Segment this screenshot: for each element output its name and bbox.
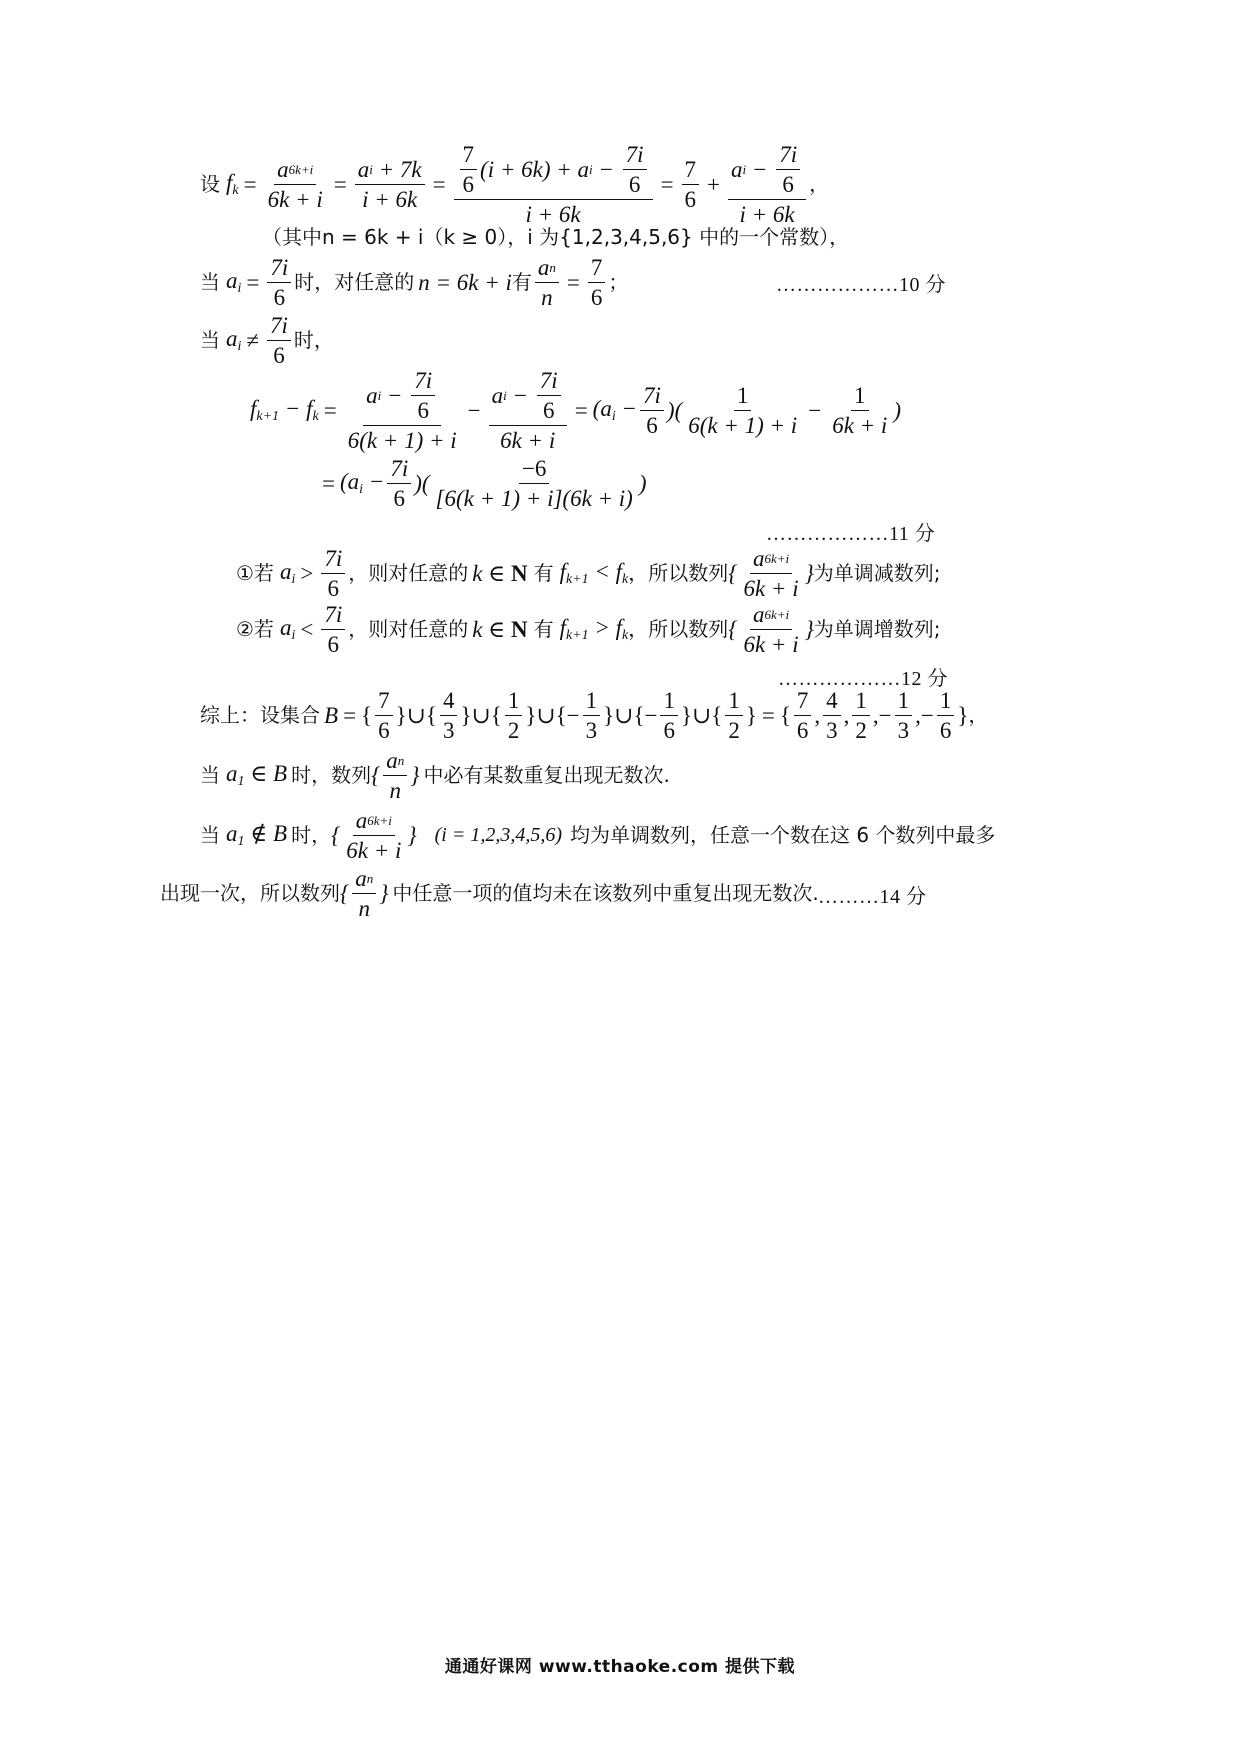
fraction: $\frac{7}{6}$ (i + 6k) + a i − $\frac{7i}{6}$ i + 6k	[454, 143, 653, 226]
score-11: ………………11 分	[766, 523, 936, 545]
fraction: a i − $\frac{7i}{6}$ i + 6k	[728, 143, 806, 226]
formula-fk-definition: 设 $f_k$ = a 6k+i 6k + i = a i + 7k i + 6k = $\frac{7}{6}$ (i + 6k) + a i − $\frac{7i}{6}$ i + 6k = $\frac{7}{6}$ + a i − $\frac{7i}{6}$ i + 6k ，	[200, 141, 830, 227]
case-a1-in-b: 当 $a_1$ ∈ B 时，数列 { a n n } 中必有某数重复出现无数次.	[200, 747, 670, 803]
footer-text: 通通好课网 www.tthaoke.com 提供下载	[444, 1657, 796, 1677]
formula-difference-simplified: = ($a_i$ − $\frac{7i}{6}$ )( $\frac{-6}{[6(k + 1) + i](6k + i)}$ )	[322, 455, 647, 511]
case-1-decreasing: ①若 $a_i$ > $\frac{7i}{6}$ ，则对任意的 k ∈ N 有 $f_{k+1} < f_k$ ，所以数列 { a 6k+i 6k + i } 为单调减数列;	[236, 545, 941, 601]
score-12: ………………12 分	[778, 668, 948, 690]
formula-difference: $f_{k+1} - f_k$ = a i − $\frac{7i}{6}$ 6(k + 1) + i − a i − $\frac{7i}{6}$ 6k + i = ($a_i$ − $\frac{7i}{6}$ )( $\frac{1}{6(k + 1) + i}$ − $\frac{1}{6k + i}$ )	[250, 367, 901, 453]
note-n-definition: （其中n = 6k + i（k ≥ 0），i 为{1,2,3,4,5,6} 中的一个常数），	[262, 225, 850, 249]
case-a1-not-in-b: 当 $a_1$ ∉ B 时， { a 6k+i 6k + i } (i = 1,2,3,4,5,6) 均为单调数列，任意一个数在这 6 个数列中最多	[200, 807, 996, 863]
score-10: ………………10 分	[776, 274, 946, 296]
score-14: ………14 分	[818, 886, 927, 908]
fraction: a 6k+i 6k + i	[267, 156, 323, 212]
summary-set-b: 综上：设集合 B = { $\frac{7}{6}$ }∪{ $\frac{4}{3}$ }∪{ $\frac{1}{2}$ }∪{− $\frac{1}{3}$ }∪{− $\frac{1}{6}$ }∪{ $\frac{1}{2}$ } = { $\frac{7}{6}$ , $\frac{4}{3}$ , $\frac{1}{2}$ ,− $\frac{1}{3}$ ,− $\frac{1}{6}$ } ，	[200, 687, 989, 743]
conclusion: 出现一次，所以数列 { a n n } 中任意一项的值均未在该数列中重复出现无数次.	[160, 865, 819, 921]
case-ai-equals: 当 $a_i$ = $\frac{7i}{6}$ 时，对任意的 n = 6k + i 有 a n n = $\frac{7}{6}$ ；	[200, 254, 629, 310]
fraction: a i + 7k i + 6k	[355, 158, 425, 211]
fraction: $\frac{7}{6}$	[682, 158, 700, 211]
case-2-increasing: ②若 $a_i$ < $\frac{7i}{6}$ ，则对任意的 k ∈ N 有 $f_{k+1} > f_k$ ，所以数列 { a 6k+i 6k + i } 为单调增数列;	[236, 601, 941, 657]
case-ai-not-equal: 当 $a_i$ ≠ $\frac{7i}{6}$ 时，	[200, 312, 334, 368]
label-set: 设	[200, 172, 220, 196]
